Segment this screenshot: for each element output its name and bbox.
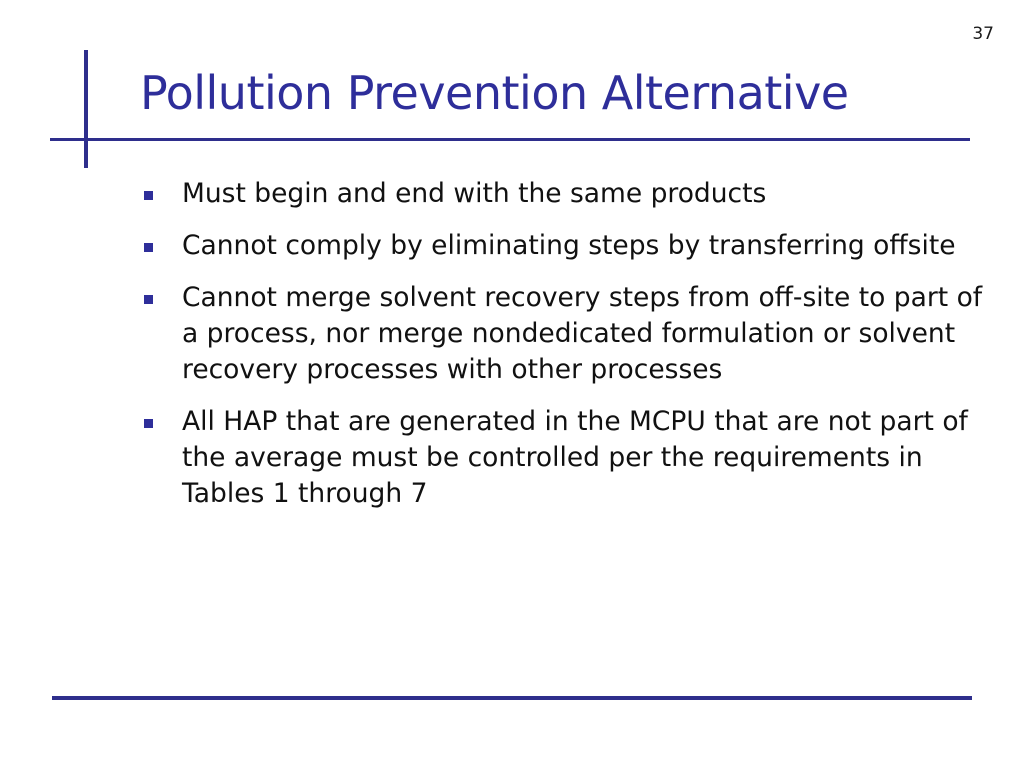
list-item [142,228,992,264]
list-item [142,176,992,212]
footer-rule [52,696,972,700]
list-item [142,404,992,512]
square-bullet-icon [144,295,153,304]
list-item [142,280,992,388]
bullet-text: Cannot comply by eliminating steps by transferring offsite [182,230,956,261]
slide-number: 37 [972,24,994,44]
bullet-text: Must begin and end with the same products [182,178,767,209]
decorative-vertical-line [84,50,88,168]
square-bullet-icon [144,243,153,252]
bullet-text: All HAP that are generated in the MCPU that are not part of the average must be controlled per the requirements in Tables 1 through 7 [182,406,968,509]
square-bullet-icon [144,191,153,200]
title-underline-rule [50,138,970,141]
bullet-list [142,176,992,528]
bullet-text: Cannot merge solvent recovery steps from off-site to part of a process, nor merge nondedicated formulation or solvent recovery processes with other processes [182,282,983,385]
slide-title: Pollution Prevention Alternative [140,66,849,120]
square-bullet-icon [144,419,153,428]
